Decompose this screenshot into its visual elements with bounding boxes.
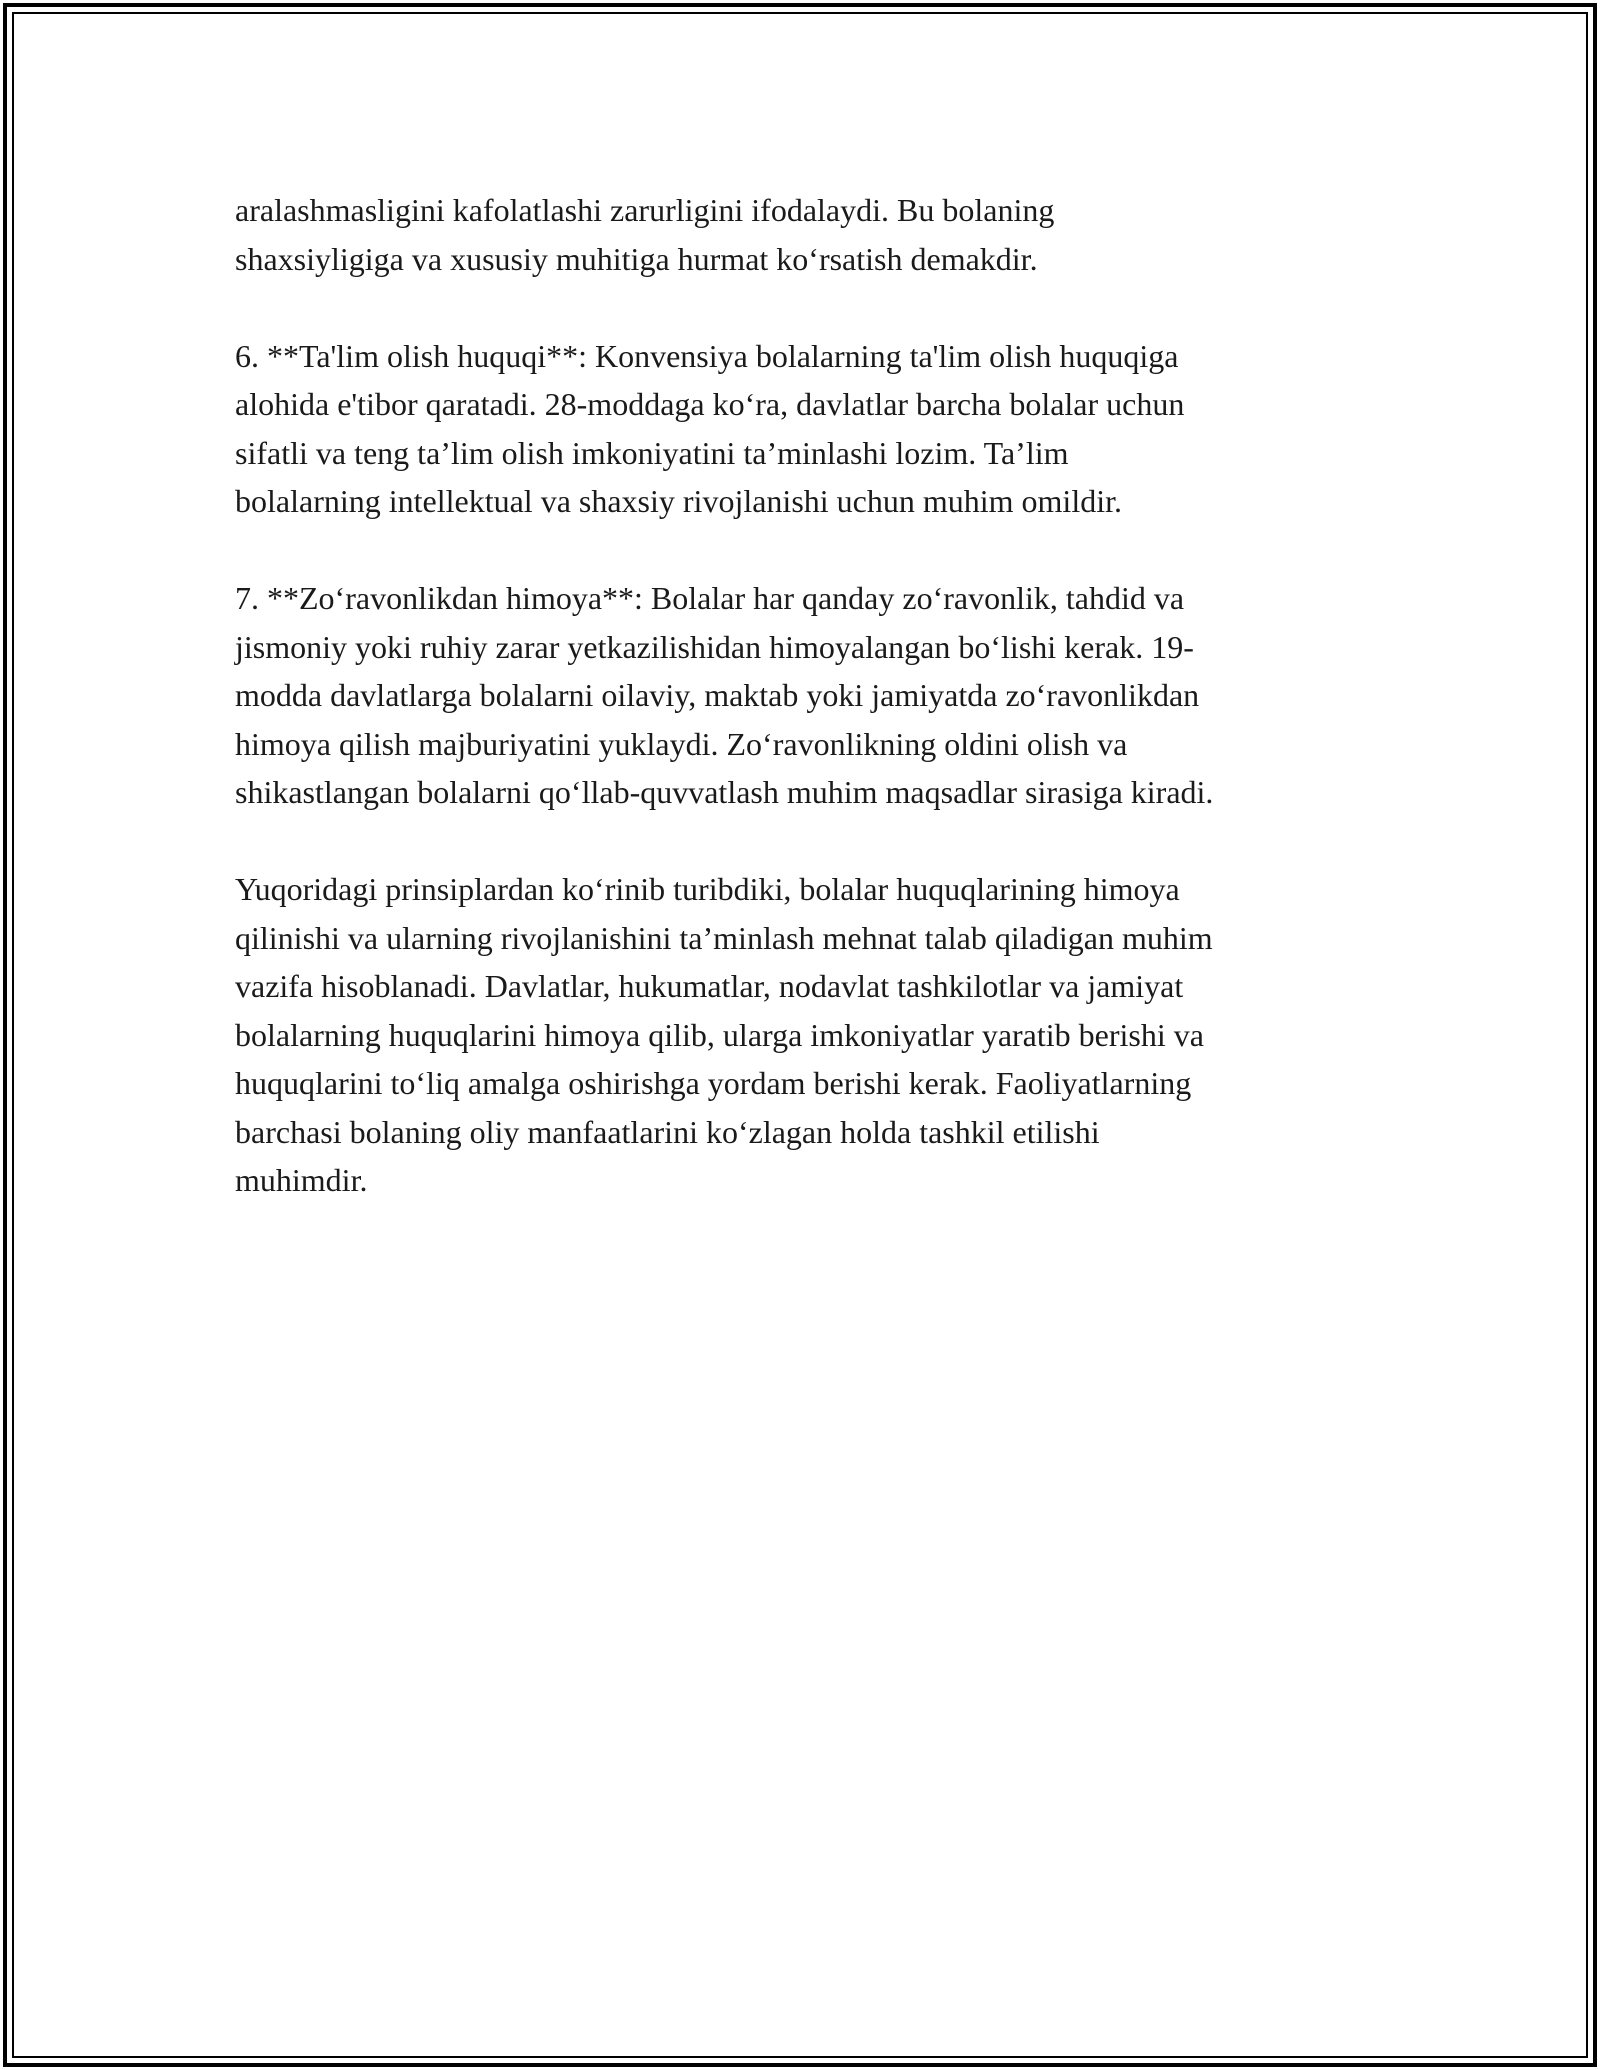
text-line: shaxsiyligiga va xususiy muhitiga hurmat ko‘rsatish demakdir. [235,240,1038,277]
text-line: bolalarning intellektual va shaxsiy rivojlanishi uchun muhim omildir. [235,483,1122,519]
text-line: modda davlatlarga bolalarni oilaviy, maktab yoki jamiyatda zo‘ravonlikdan [235,677,1200,713]
paragraph-item-7 [235,574,1375,817]
text-line: barchasi bolaning oliy manfaatlarini ko‘zlagan holda tashkil etilishi [235,1113,1100,1150]
text-line: 7. **Zo‘ravonlikdan himoya**: Bolalar har qanday zo‘ravonlik, tahdid va [235,580,1185,616]
text-line: 6. **Ta'lim olish huquqi**: Konvensiya bolalarning ta'lim olish huquqiga [235,337,1179,374]
text-line: alohida e'tibor qaratadi. 28-moddaga ko‘ra, davlatlar barcha bolalar uchun [235,386,1185,422]
text-line: sifatli va teng ta’lim olish imkoniyatini ta’minlashi lozim. Ta’lim [235,434,1069,471]
text-line: qilinishi va ularning rivojlanishini ta’minlash mehnat talab qiladigan muhim [235,919,1213,956]
text-line: huquqlarini to‘liq amalga oshirishga yordam berishi kerak. Faoliyatlarning [235,1065,1192,1101]
text-line: shikastlangan bolalarni qo‘llab-quvvatlash muhim maqsadlar sirasiga kiradi. [235,774,1214,810]
text-line: muhimdir. [235,1162,368,1198]
text-line: bolalarning huquqlarini himoya qilib, ularga imkoniyatlar yaratib berishi va [235,1016,1204,1053]
document-body [235,186,1375,1253]
text-line: himoya qilish majburiyatini yuklaydi. Zo‘ravonlikning oldini olish va [235,725,1128,762]
text-line: Yuqoridagi prinsiplardan ko‘rinib turibdiki, bolalar huquqlarining himoya [235,871,1180,907]
text-line: vazifa hisoblanadi. Davlatlar, hukumatlar, nodavlat tashkilotlar va jamiyat [235,968,1184,1004]
paragraph-intro-continuation [235,186,1375,283]
paragraph-conclusion [235,865,1375,1205]
text-line: aralashmasligini kafolatlashi zarurligini ifodalaydi. Bu bolaning [235,192,1055,228]
paragraph-item-6 [235,332,1375,526]
text-line: jismoniy yoki ruhiy zarar yetkazilishidan himoyalangan bo‘lishi kerak. 19- [235,628,1194,665]
